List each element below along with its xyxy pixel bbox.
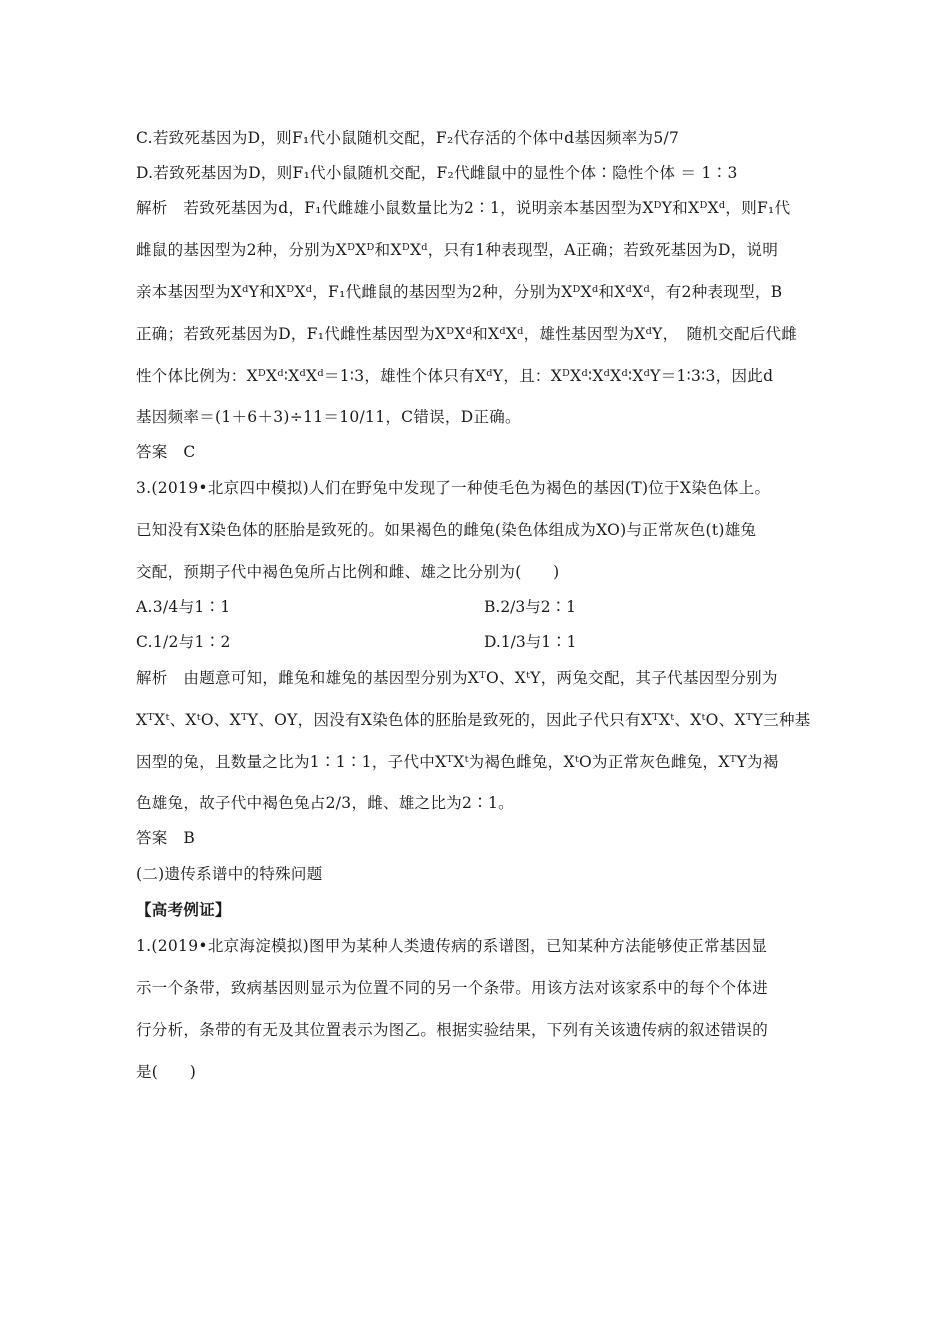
analysis-line: XᵀXᵗ、XᵗO、XᵀY、OY，因没有X染色体的胚胎是致死的，因此子代只有XᵀXᵗ、XᵗO、XᵀY三种基 [136,711,811,729]
analysis-line: 正确；若致死基因为D，F₁代雌性基因型为XᴰXᵈ和XᵈXᵈ，雄性基因型为XᵈY， 随机交配后代雌 [136,325,798,343]
example-heading: 【高考例证】 [136,900,231,919]
analysis-line: 基因频率＝(1＋6＋3)÷11＝10/11，C错误，D正确。 [136,408,521,426]
option-d: D.1/3与1∶1 [484,633,577,651]
section-heading: (二)遗传系谱中的特殊问题 [136,865,323,883]
option-d-text: D.若致死基因为D，则F₁代小鼠随机交配，F₂代雌鼠中的显性个体∶隐性个体 ＝ 1∶3 [136,164,738,182]
option-c: C.1/2与1∶2 [136,633,231,651]
analysis-line: 因型的兔，且数量之比为1∶1∶1，子代中XᵀXᵗ为褐色雌兔，XᵗO为正常灰色雌兔，XᵀY为褐 [136,753,779,771]
analysis-line: 色雄兔，故子代中褐色兔占2/3，雌、雄之比为2∶1。 [136,794,514,812]
question-1-line: 是( ) [136,1063,197,1081]
analysis-line: 雌鼠的基因型为2种，分别为XᴰXᴰ和XᴰXᵈ，只有1种表现型，A正确；若致死基因为D，说明 [136,241,779,259]
question-3-line: 3.(2019•北京四中模拟)人们在野兔中发现了一种使毛色为褐色的基因(T)位于X染色体上。 [136,479,771,497]
option-row [136,632,816,652]
option-c-text: C.若致死基因为D，则F₁代小鼠随机交配，F₂代存活的个体中d基因频率为5/7 [136,129,680,147]
analysis-line: 亲本基因型为XᵈY和XᴰXᵈ，F₁代雌鼠的基因型为2种，分别为XᴰXᵈ和XᵈXᵈ，有2种表现型，B [136,283,783,301]
answer-line: 答案 C [136,443,196,461]
analysis-line: 性个体比例为：XᴰXᵈ∶XᵈXᵈ＝1∶3，雄性个体只有XᵈY，且：XᴰXᵈ∶XᵈXᵈ∶XᵈY＝1∶3∶3，因此d [136,367,774,385]
option-row [136,597,816,617]
question-3-line: 已知没有X染色体的胚胎是致死的。如果褐色的雌兔(染色体组成为XO)与正常灰色(t)雄兔 [136,521,757,539]
analysis-line: 解析 若致死基因为d，F₁代雌雄小鼠数量比为2∶1，说明亲本基因型为XᴰY和XᴰXᵈ，则F₁代 [136,199,791,217]
question-3-line: 交配，预期子代中褐色兔所占比例和雌、雄之比分别为( ) [136,563,560,581]
answer-line: 答案 B [136,829,196,847]
analysis-line: 解析 由题意可知，雌兔和雄兔的基因型分别为XᵀO、XᵗY，两兔交配，其子代基因型分别为 [136,669,778,687]
option-a: A.3/4与1∶1 [136,598,231,616]
option-b: B.2/3与2∶1 [484,598,576,616]
question-1-line: 示一个条带，致病基因则显示为位置不同的另一个条带。用该方法对该家系中的每个个体进 [136,979,769,997]
question-1-line: 行分析，条带的有无及其位置表示为图乙。根据实验结果，下列有关该遗传病的叙述错误的 [136,1021,769,1039]
question-1-line: 1.(2019•北京海淀模拟)图甲为某种人类遗传病的系谱图，已知某种方法能够使正常基因显 [136,937,768,955]
